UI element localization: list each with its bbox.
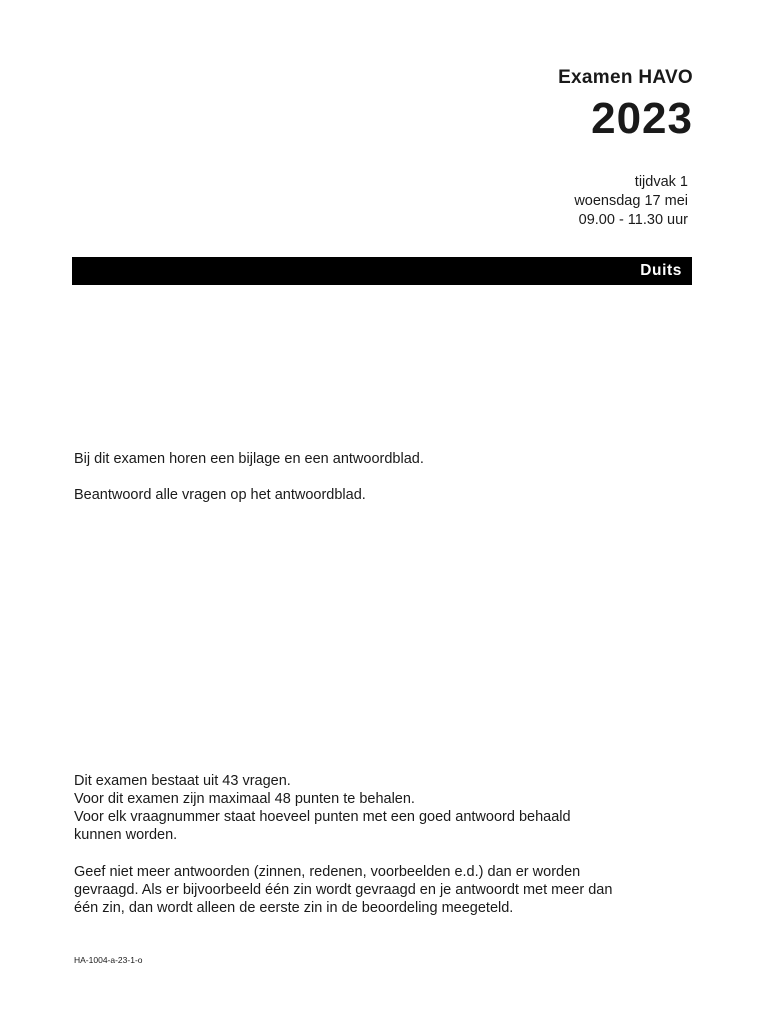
footer-code: HA-1004-a-23-1-o bbox=[74, 955, 143, 965]
intro-answer-sheet: Beantwoord alle vragen op het antwoordblad. bbox=[74, 487, 366, 503]
instruction-block bbox=[74, 863, 704, 917]
info-line: kunnen worden. bbox=[74, 827, 178, 843]
exam-period: tijdvak 1 bbox=[634, 174, 688, 190]
instruction-line: Geef niet meer antwoorden (zinnen, redenen, voorbeelden e.d.) dan er worden bbox=[74, 864, 581, 880]
info-line: Voor dit examen zijn maximaal 48 punten te behalen. bbox=[74, 791, 415, 807]
exam-meta bbox=[574, 173, 688, 230]
instruction-line: één zin, dan wordt alleen de eerste zin in de beoordeling meegeteld. bbox=[74, 900, 514, 916]
exam-title: Examen HAVO bbox=[558, 67, 693, 88]
exam-header bbox=[558, 66, 693, 144]
exam-time: 09.00 - 11.30 uur bbox=[578, 212, 688, 228]
exam-year: 2023 bbox=[591, 94, 693, 143]
info-line: Dit examen bestaat uit 43 vragen. bbox=[74, 773, 291, 789]
info-line: Voor elk vraagnummer staat hoeveel punten met een goed antwoord behaald bbox=[74, 809, 571, 825]
exam-date: woensdag 17 mei bbox=[574, 193, 688, 209]
intro-attachments: Bij dit examen horen een bijlage en een antwoordblad. bbox=[74, 451, 424, 467]
subject-bar bbox=[72, 257, 692, 285]
info-block bbox=[74, 772, 704, 844]
subject-label: Duits bbox=[640, 262, 682, 279]
instruction-line: gevraagd. Als er bijvoorbeeld één zin wordt gevraagd en je antwoordt met meer dan bbox=[74, 882, 613, 898]
